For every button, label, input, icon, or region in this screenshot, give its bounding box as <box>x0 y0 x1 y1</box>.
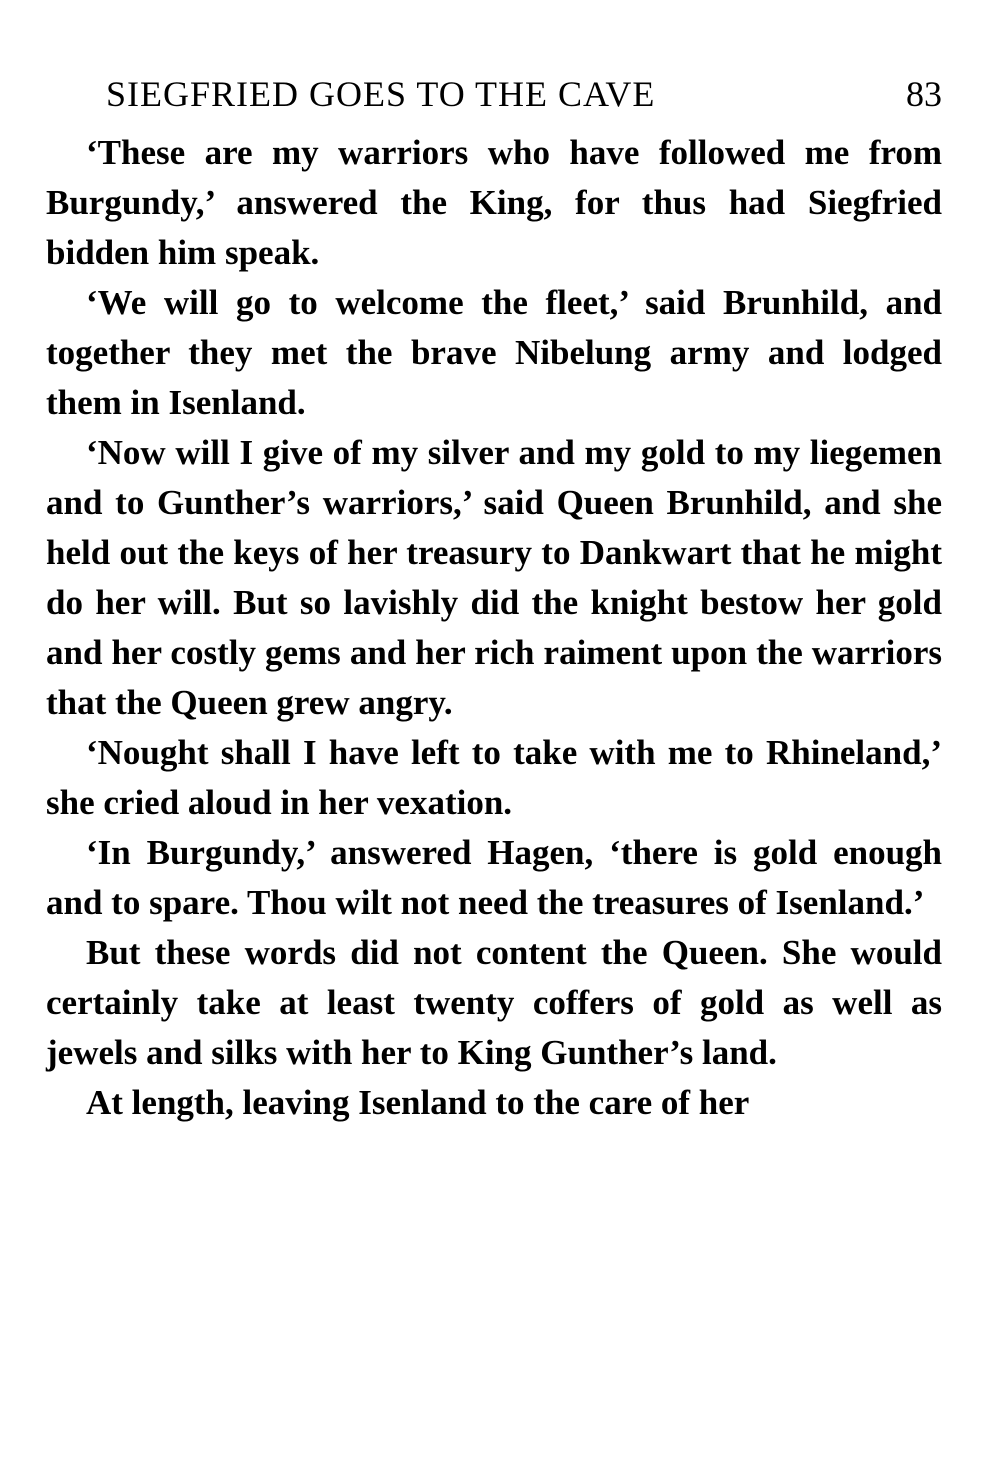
paragraph: But these words did not content the Queen. She would certainly take at least twenty coffers of gold as well as jewels and silks with her to King Gunther’s land. <box>46 933 942 1072</box>
body-text <box>46 128 942 1128</box>
paragraph: ‘Nought shall I have left to take with me to Rhineland,’ she cried aloud in her vexation. <box>46 733 942 822</box>
paragraph: At length, leaving Isenland to the care of her <box>86 1083 750 1122</box>
page-number: 83 <box>906 74 942 114</box>
paragraph: ‘We will go to welcome the fleet,’ said Brunhild, and together they met the brave Nibelung army and lodged them in Isenland. <box>46 283 942 422</box>
paragraph: ‘In Burgundy,’ answered Hagen, ‘there is gold enough and to spare. Thou wilt not need the treasures of Isenland.’ <box>46 833 942 922</box>
page-header <box>46 68 942 120</box>
running-title: SIEGFRIED GOES TO THE CAVE <box>106 74 656 114</box>
book-page <box>46 68 942 1128</box>
paragraph: ‘Now will I give of my silver and my gold to my liegemen and to Gunther’s warriors,’ said Queen Brunhild, and she held out the keys of her treasury to Dankwart that he might do her will. But so lavishly did the knight bestow her gold and her costly gems and her rich raiment upon the warriors that the Queen grew angry. <box>46 433 942 722</box>
paragraph: ‘These are my warriors who have followed me from Burgundy,’ answered the King, for thus had Siegfried bidden him speak. <box>46 133 942 272</box>
